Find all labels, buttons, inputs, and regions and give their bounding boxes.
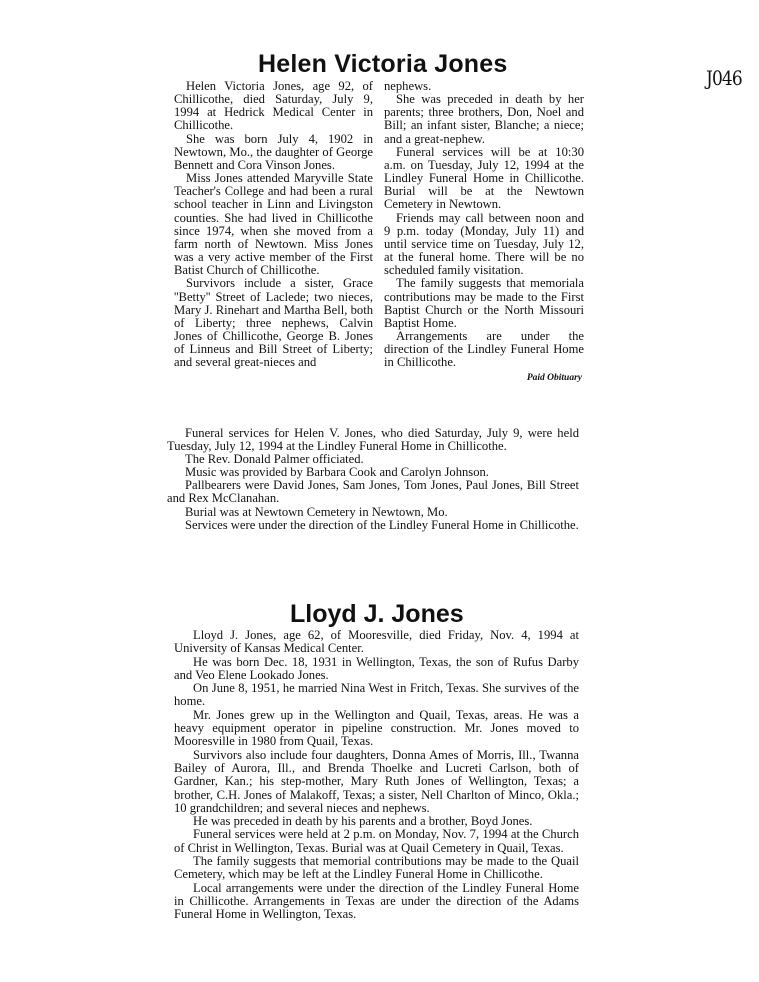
paragraph: On June 8, 1951, he married Nina West in Fritch, Texas. She survives of the home. xyxy=(174,681,579,709)
paragraph: Miss Jones attended Maryville State Teacher's College and had been a rural school teacher in Linn and Livingston counties. She had lived in Chillicothe since 1974, when she moved from a farm north of Newtown. Miss Jones was a very active member of the First Batist Church of Chillicothe. xyxy=(174,171,373,278)
paragraph: Funeral services for Helen V. Jones, who died Saturday, July 9, were held Tuesday, July 12, 1994 at the Lindley Funeral Home in Chillicothe. xyxy=(167,426,579,454)
handwritten-annotation: J046 xyxy=(706,66,742,90)
paragraph: Burial was at Newtown Cemetery in Newtown, Mo. xyxy=(185,504,448,519)
paid-obituary-label: Paid Obituary xyxy=(526,373,582,384)
obituary-helen-column-2 xyxy=(384,80,584,386)
paragraph: Survivors include a sister, Grace ''Betty'' Street of Laclede; two nieces, Mary J. Rinehart and Martha Bell, both of Liberty; three nephews, Calvin Jones of Chillicothe, George B. Jones of Linneus and Bill Street of Liberty; and several great-nieces and xyxy=(174,276,373,370)
paragraph: Helen Victoria Jones, age 92, of Chillicothe, died Saturday, July 9, 1994 at Hedrick Medical Center in Chillicothe. xyxy=(174,79,373,133)
paragraph: Friends may call between noon and 9 p.m. today (Monday, July 11) and until service time on Tuesday, July 12, at the funeral home. There will be no scheduled family visitation. xyxy=(384,210,584,278)
paragraph: Services were under the direction of the Lindley Funeral Home in Chillicothe. xyxy=(185,517,579,532)
paragraph: Survivors also include four daughters, Donna Ames of Morris, Ill., Twanna Bailey of Aurora, Ill., and Brenda Thoelke and Lucreti Carlson, both of Gardner, Kan.; his step-mother, Mary Ruth Jones of Wellington, Texas; a brother, C.H. Jones of Malakoff, Texas; a sister, Nell Charlton of Minco, Okla.; 10 grandchildren; and several nieces and nephews. xyxy=(174,747,579,815)
paragraph: He was preceded in death by his parents and a brother, Boyd Jones. xyxy=(193,814,533,829)
paragraph: Lloyd J. Jones, age 62, of Mooresville, died Friday, Nov. 4, 1994 at University of Kansas Medical Center. xyxy=(174,628,579,656)
paragraph: Pallbearers were David Jones, Sam Jones, Tom Jones, Paul Jones, Bill Street and Rex McClanahan. xyxy=(167,478,579,506)
paragraph: The family suggests that memorial contributions may be made to the Quail Cemetery, which may be left at the Lindley Funeral Home in Chillicothe. xyxy=(174,854,579,882)
paragraph: Funeral services will be at 10:30 a.m. on Tuesday, July 12, 1994 at the Lindley Funeral Home in Chillicothe. Burial will be at the Newtown Cemetery in Newtown. xyxy=(384,144,584,212)
paragraph: The Rev. Donald Palmer officiated. xyxy=(185,452,364,467)
funeral-followup-notice xyxy=(167,427,579,532)
paragraph: She was born July 4, 1902 in Newtown, Mo., the daughter of George Bennett and Cora Vinson Jones. xyxy=(174,131,373,172)
paragraph: Local arrangements were under the direction of the Lindley Funeral Home in Chillicothe. Arrangements in Texas are under the direction of the Adams Funeral Home in Wellington, Texas. xyxy=(174,880,579,922)
paragraph: The family suggests that memoriala contributions may be made to the First Baptist Church or the North Missouri Baptist Home. xyxy=(384,276,584,330)
paragraph: He was born Dec. 18, 1931 in Wellington, Texas, the son of Rufus Darby and Veo Elene Lookado Jones. xyxy=(174,654,579,682)
obituary-helen-column-1 xyxy=(174,80,373,369)
paragraph: Arrangements are under the direction of the Lindley Funeral Home in Chillicothe. xyxy=(384,328,584,370)
paragraph: Music was provided by Barbara Cook and Carolyn Johnson. xyxy=(185,465,489,480)
paragraph-continuation: nephews. xyxy=(384,79,432,93)
obituary-lloyd-body xyxy=(174,629,579,922)
obituary-title-helen: Helen Victoria Jones xyxy=(258,50,508,78)
obituary-title-lloyd: Lloyd J. Jones xyxy=(290,600,464,628)
paragraph: She was preceded in death by her parents; three brothers, Don, Noel and Bill; an infant sister, Blanche; a niece; and a great-nephew. xyxy=(384,92,584,146)
paragraph: Mr. Jones grew up in the Wellington and Quail, Texas, areas. He was a heavy equipment operator in pipeline construction. Mr. Jones moved to Mooresville in 1980 from Quail, Texas. xyxy=(174,707,579,749)
paragraph: Funeral services were held at 2 p.m. on Monday, Nov. 7, 1994 at the Church of Christ in Wellington, Texas. Burial was at Quail Cemetery in Quail, Texas. xyxy=(174,827,579,855)
